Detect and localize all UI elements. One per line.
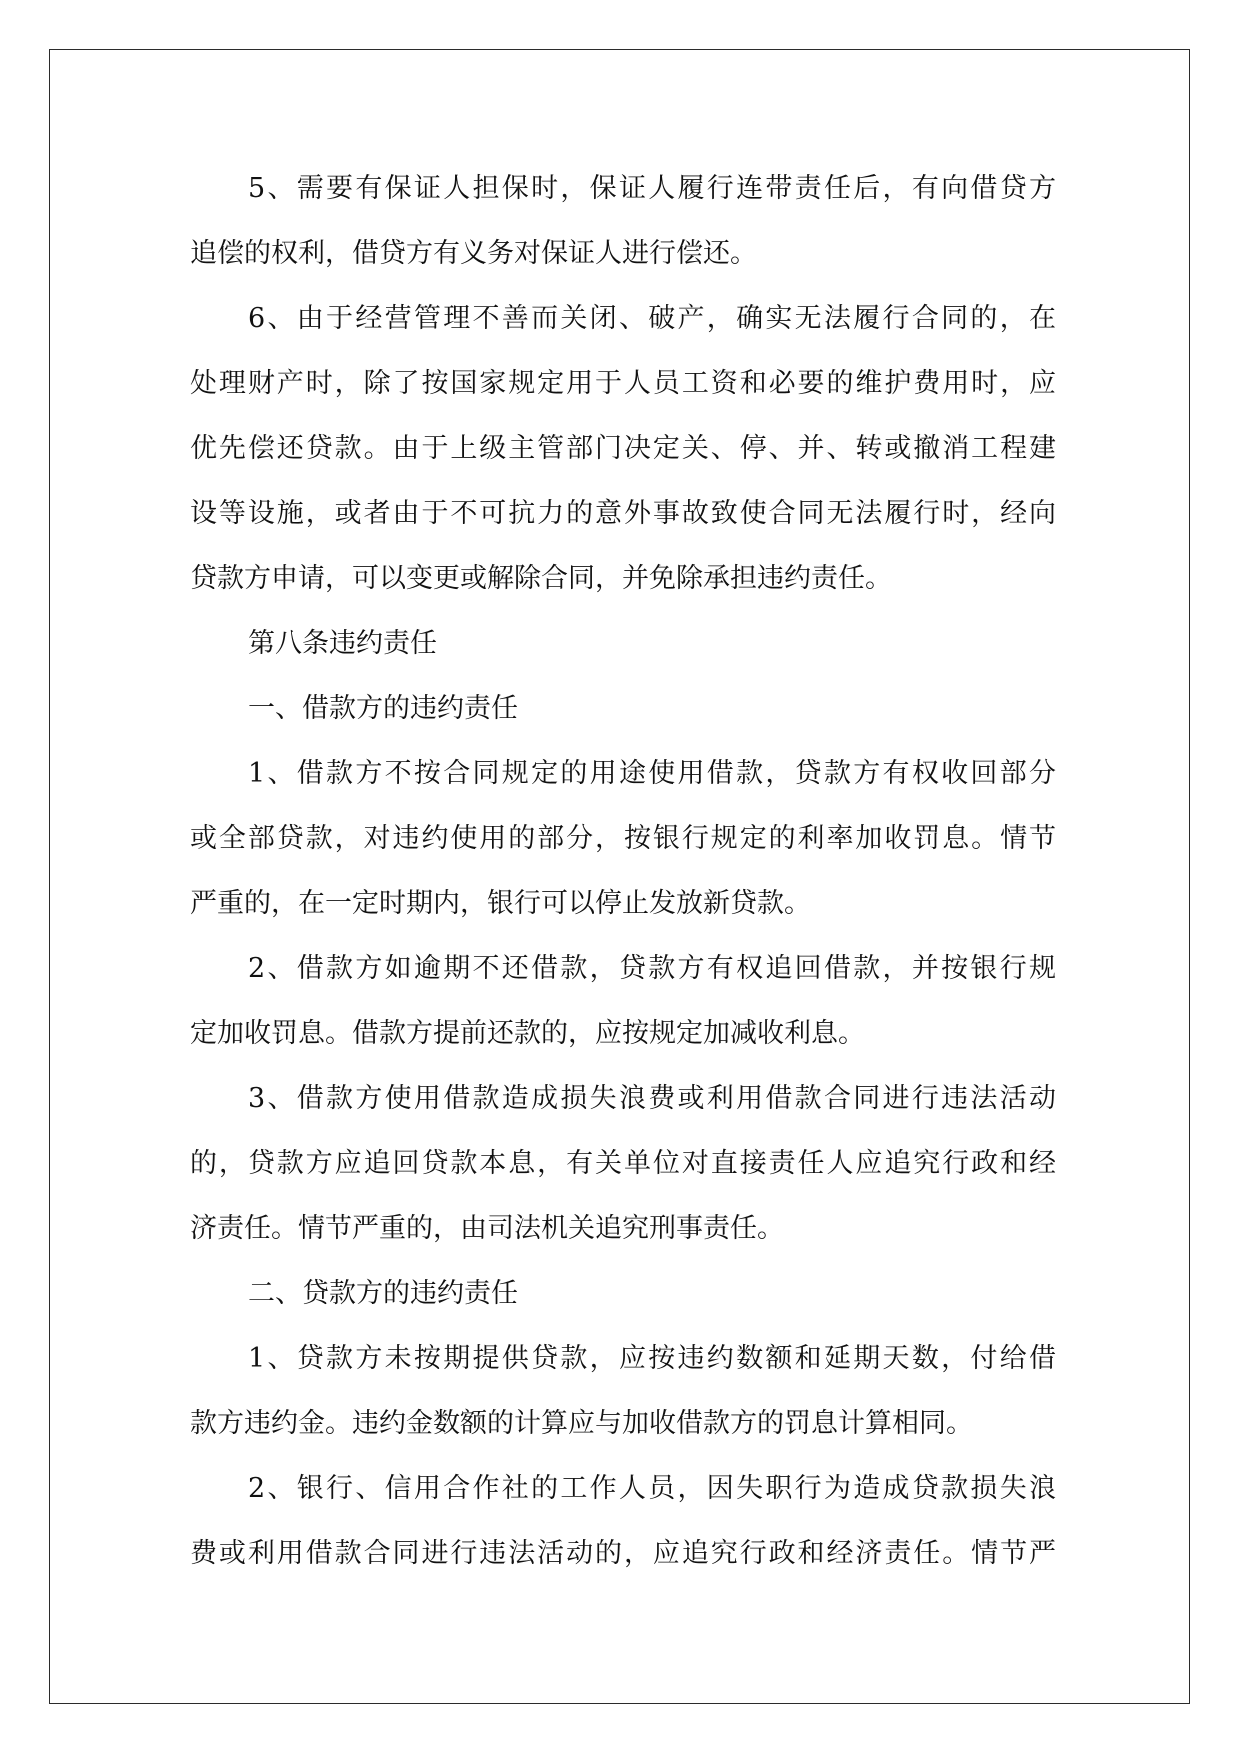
subsection-heading-borrower bbox=[190, 676, 1056, 741]
text-line: 2、借款方如逾期不还借款，贷款方有权追回借款，并按银行规 bbox=[248, 953, 1056, 984]
section-heading-article-8 bbox=[190, 611, 1056, 676]
text-line: 3、借款方使用借款造成损失浪费或利用借款合同进行违法活动 bbox=[248, 1083, 1056, 1114]
text-line: 处理财产时，除了按国家规定用于人员工资和必要的维护费用时，应 bbox=[190, 368, 1056, 399]
text-line: 1、借款方不按合同规定的用途使用借款，贷款方有权收回部分 bbox=[248, 758, 1056, 789]
paragraph-lender-1 bbox=[190, 1326, 1056, 1456]
text-line: 追偿的权利，借贷方有义务对保证人进行偿还。 bbox=[190, 238, 757, 269]
text-line: 设等设施，或者由于不可抗力的意外事故致使合同无法履行时，经向 bbox=[190, 498, 1056, 529]
heading-text: 第八条违约责任 bbox=[248, 628, 437, 659]
paragraph-clause-5 bbox=[190, 156, 1056, 286]
text-line: 费或利用借款合同进行违法活动的，应追究行政和经济责任。情节严 bbox=[190, 1538, 1056, 1569]
text-line: 1、贷款方未按期提供贷款，应按违约数额和延期天数，付给借 bbox=[248, 1343, 1056, 1374]
heading-text: 一、借款方的违约责任 bbox=[248, 693, 518, 724]
text-line: 济责任。情节严重的，由司法机关追究刑事责任。 bbox=[190, 1213, 784, 1244]
heading-text: 二、贷款方的违约责任 bbox=[248, 1278, 518, 1309]
text-line: 优先偿还贷款。由于上级主管部门决定关、停、并、转或撤消工程建 bbox=[190, 433, 1056, 464]
text-line: 5、需要有保证人担保时，保证人履行连带责任后，有向借贷方 bbox=[248, 173, 1056, 204]
text-line: 严重的，在一定时期内，银行可以停止发放新贷款。 bbox=[190, 888, 811, 919]
text-line: 贷款方申请，可以变更或解除合同，并免除承担违约责任。 bbox=[190, 563, 892, 594]
text-line: 款方违约金。违约金数额的计算应与加收借款方的罚息计算相同。 bbox=[190, 1408, 973, 1439]
paragraph-borrower-3 bbox=[190, 1066, 1056, 1261]
paragraph-borrower-2 bbox=[190, 936, 1056, 1066]
text-line: 定加收罚息。借款方提前还款的，应按规定加减收利息。 bbox=[190, 1018, 865, 1049]
paragraph-lender-2 bbox=[190, 1456, 1056, 1586]
text-line: 的，贷款方应追回贷款本息，有关单位对直接责任人应追究行政和经 bbox=[190, 1148, 1056, 1179]
document-body bbox=[190, 156, 1056, 1586]
text-line: 或全部贷款，对违约使用的部分，按银行规定的利率加收罚息。情节 bbox=[190, 823, 1056, 854]
paragraph-clause-6 bbox=[190, 286, 1056, 611]
text-line: 6、由于经营管理不善而关闭、破产，确实无法履行合同的，在 bbox=[248, 303, 1056, 334]
text-line: 2、银行、信用合作社的工作人员，因失职行为造成贷款损失浪 bbox=[248, 1473, 1056, 1504]
paragraph-borrower-1 bbox=[190, 741, 1056, 936]
subsection-heading-lender bbox=[190, 1261, 1056, 1326]
